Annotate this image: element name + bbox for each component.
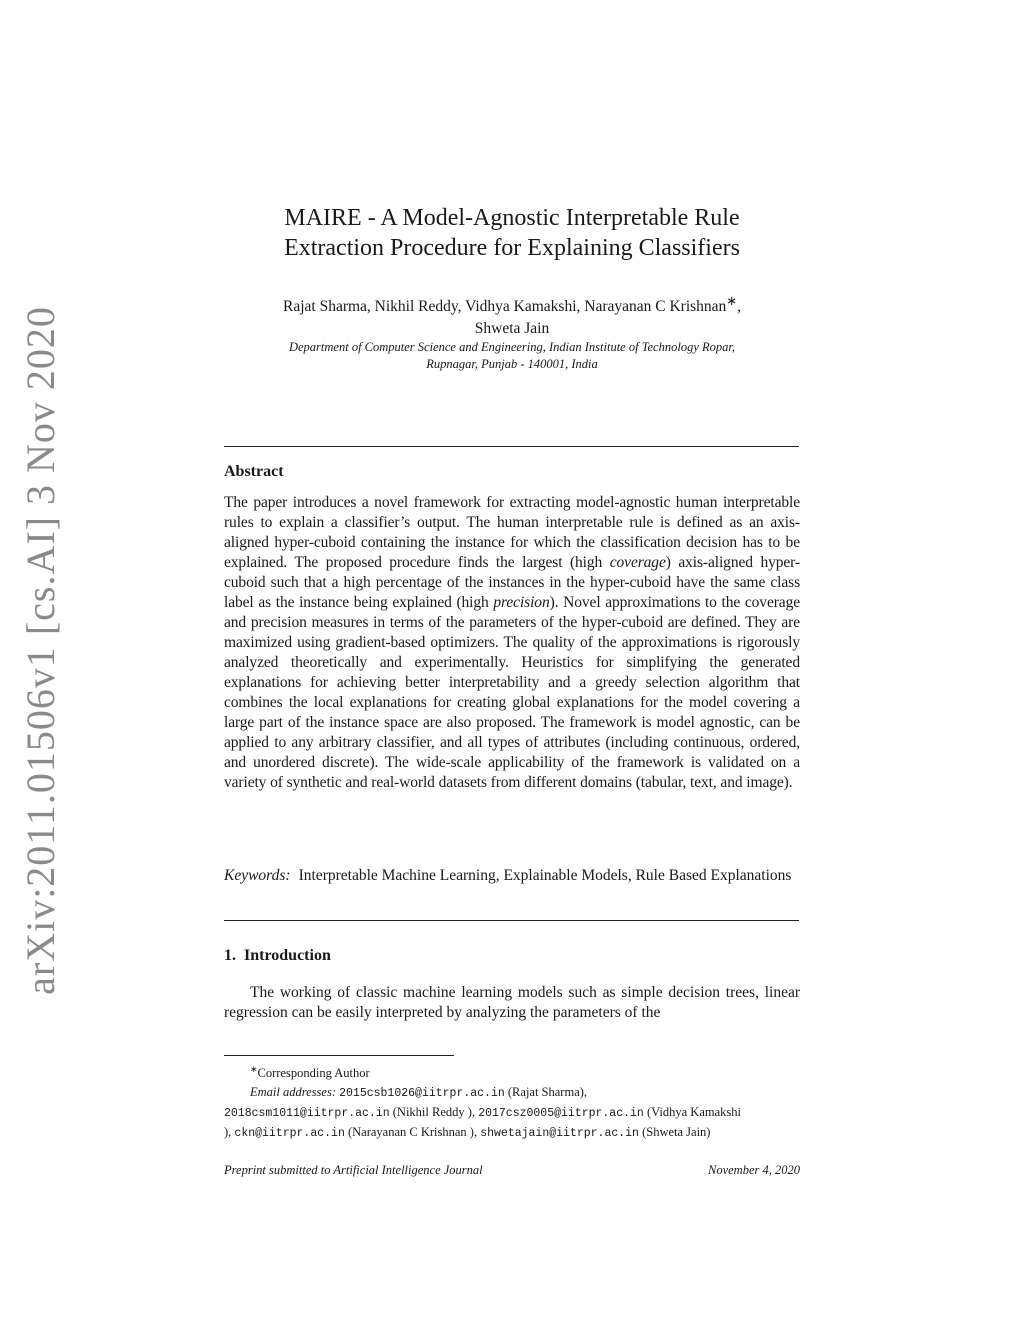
abstract-coverage-emphasis: coverage — [609, 554, 666, 571]
paper-title — [200, 203, 824, 263]
abstract-text-part-1: The paper introduces a novel framework for extracting model-agnostic human interpretable rules to explain a classifier’s output. The human interpretable rule is defined as an axis-aligned hyper-cuboid containing the instance for which the classification decision has to be explained. The proposed procedure finds the largest (high — [224, 494, 800, 571]
email-owner: (Rajat Sharma), — [507, 1085, 588, 1100]
footer-date: November 4, 2020 — [708, 1163, 800, 1177]
footnote-corresponding — [224, 1060, 800, 1083]
section-number: 1. — [224, 947, 236, 964]
author-list — [200, 290, 824, 340]
footnote-line-3 — [224, 1123, 800, 1143]
email-owner: (Narayanan C Krishnan ), — [347, 1125, 478, 1140]
affiliation-line-2: Rupnagar, Punjab - 140001, India — [426, 357, 598, 371]
email-link[interactable]: shwetajain@iitrpr.ac.in — [480, 1127, 639, 1141]
email-owner: (Nikhil Reddy ), — [392, 1105, 476, 1120]
section-heading — [224, 947, 331, 965]
title-line-1: MAIRE - A Model-Agnostic Interpretable Rule — [284, 205, 740, 231]
arxiv-identifier: arXiv:2011.01506v1 [cs.AI] 3 Nov 2020 — [17, 305, 63, 995]
abstract-text-part-3: ). Novel approximations to the coverage and precision measures in terms of the parameters of the hyper-cuboid are defined. They are maximized using gradient-based optimizers. The quality of the approximations is rigorously analyzed theoretically and experimentally. Heuristics for simplifying the generated explanations for achieving better interpretability and a greedy selection algorithm that combines the local explanations for creating global explanations for the model covering a large part of the instance space are also proposed. The framework is model agnostic, can be applied to any arbitrary classifier, and all types of attributes (including continuous, ordered, and unordered discrete). The wide-scale applicability of the framework is validated on a variety of synthetic and real-world datasets from different domains (tabular, text, and image). — [224, 594, 800, 791]
corresponding-marker: ∗ — [726, 293, 738, 308]
preprint-note: Preprint submitted to Artificial Intelligence Journal — [224, 1163, 483, 1177]
abstract-precision-emphasis: precision — [493, 594, 550, 611]
abstract-top-rule — [224, 446, 799, 447]
page-footer — [224, 1163, 800, 1178]
email-link[interactable]: ckn@iitrpr.ac.in — [234, 1127, 345, 1141]
introduction-text: The working of classic machine learning models such as simple decision trees, linear regression can be easily interpreted by analyzing the parameters of the — [224, 984, 800, 1021]
arxiv-sidebar — [10, 305, 70, 995]
footnote-line-1 — [224, 1083, 800, 1103]
email-link[interactable]: 2015csb1026@iitrpr.ac.in — [339, 1087, 505, 1101]
authors-line-1 — [200, 290, 824, 318]
abstract-heading: Abstract — [224, 463, 284, 480]
section-title: Introduction — [244, 947, 331, 964]
email-owner: (Vidhya Kamakshi — [646, 1105, 741, 1120]
keywords — [224, 866, 800, 886]
affiliation-line-1: Department of Computer Science and Engineering, Indian Institute of Technology Ropar, — [288, 340, 735, 354]
footnote-marker: ∗ — [250, 1064, 258, 1074]
email-link[interactable]: 2017csz0005@iitrpr.ac.in — [478, 1107, 644, 1121]
footnote-line3-prefix: ), — [224, 1125, 232, 1140]
keywords-text: Interpretable Machine Learning, Explainable Models, Rule Based Explanations — [298, 867, 792, 884]
footnote-rule — [224, 1055, 454, 1056]
abstract-text-part-2: ) axis-aligned hyper-cuboid such that a high percentage of the instances in the hyper-cuboid have the same class label as the instance being explained (high — [224, 554, 800, 611]
email-owner: (Shweta Jain) — [642, 1125, 711, 1140]
affiliation — [200, 339, 824, 373]
footnote-line-2 — [224, 1103, 800, 1123]
abstract-bottom-rule — [224, 920, 799, 921]
email-addresses-label: Email addresses: — [250, 1085, 336, 1100]
authors-comma: , — [737, 298, 741, 316]
footnote — [224, 1060, 800, 1143]
abstract-text — [224, 493, 800, 793]
footnote-corresponding-text: Corresponding Author — [257, 1066, 370, 1081]
email-link[interactable]: 2018csm1011@iitrpr.ac.in — [224, 1107, 390, 1121]
title-line-2: Extraction Procedure for Explaining Classifiers — [284, 235, 740, 261]
authors-names: Rajat Sharma, Nikhil Reddy, Vidhya Kamakshi, Narayanan C Krishnan — [282, 298, 727, 316]
keywords-label: Keywords: — [224, 867, 291, 884]
authors-line-2: Shweta Jain — [474, 320, 550, 338]
